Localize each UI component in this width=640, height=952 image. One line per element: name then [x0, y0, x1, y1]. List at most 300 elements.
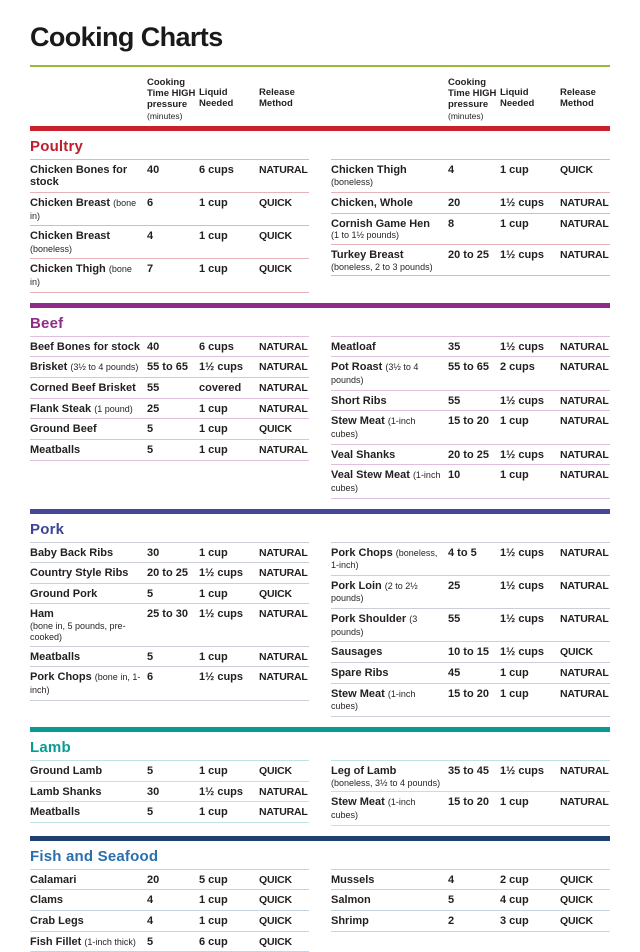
release-method: NATURAL: [560, 796, 609, 809]
liquid-needed: 1½ cups: [199, 567, 244, 580]
liquid-needed: 1 cup: [500, 415, 529, 428]
liquid-needed: 6 cup: [199, 935, 228, 948]
item-name: Veal Shanks: [331, 448, 396, 461]
liquid-needed: 1 cup: [500, 469, 529, 482]
table-row: [30, 419, 309, 440]
cook-time-minutes: 4: [448, 163, 455, 176]
table-row: [30, 399, 309, 420]
header-liquid-needed: Liquid Needed: [199, 87, 234, 110]
item-note: (1-inch cubes): [331, 797, 416, 820]
liquid-needed: 3 cup: [500, 914, 529, 927]
liquid-needed: 6 cups: [199, 163, 234, 176]
section-heading: Beef: [30, 314, 64, 332]
release-method: NATURAL: [560, 340, 609, 353]
release-method: QUICK: [259, 894, 292, 907]
item-name-cell: [331, 796, 448, 821]
table-row: [331, 642, 610, 663]
liquid-needed: 1 cup: [199, 914, 228, 927]
cook-time-minutes: 5: [147, 806, 154, 819]
section-heading: Poultry: [30, 137, 84, 155]
table-row: [30, 160, 309, 193]
cook-time-minutes: 5: [147, 650, 154, 663]
liquid-needed: 1 cup: [500, 687, 529, 700]
section-lamb: [30, 727, 610, 826]
item-name-cell: [30, 671, 147, 696]
table-row: [30, 911, 309, 932]
cook-time-minutes: 55 to 65: [147, 361, 188, 374]
item-note-secondline: (bone in, 5 pounds, pre-cooked): [30, 621, 126, 642]
release-method: QUICK: [560, 873, 593, 886]
cook-time-minutes: 30: [147, 546, 160, 559]
item-name: Ham: [30, 608, 54, 621]
item-name-cell: [331, 469, 448, 494]
table-row: [30, 563, 309, 584]
cook-time-minutes: 55 to 65: [448, 361, 489, 374]
cook-time-minutes: 10 to 15: [448, 646, 489, 659]
green-divider-rule: [30, 65, 610, 67]
liquid-needed: 1½ cups: [500, 248, 545, 261]
cook-time-minutes: 40: [147, 163, 160, 176]
cook-time-minutes: 40: [147, 340, 160, 353]
table-row: [30, 259, 309, 292]
item-name-cell: [30, 765, 147, 778]
liquid-needed: 1 cup: [199, 263, 228, 276]
item-note-secondline: (boneless, 2 to 3 pounds): [331, 261, 433, 272]
item-name: Meatballs: [30, 650, 81, 663]
section-heading: Fish and Seafood: [30, 847, 159, 865]
item-name: Cornish Game Hen: [331, 217, 431, 230]
table-row: [331, 609, 610, 642]
item-name: Ground Pork: [30, 587, 98, 600]
table-row: [331, 543, 610, 576]
cook-time-minutes: 5: [147, 764, 154, 777]
cook-time-minutes: 5: [147, 423, 154, 436]
item-name: Stew Meat: [331, 687, 385, 700]
release-method: QUICK: [259, 764, 292, 777]
item-name: Pork Chops: [30, 671, 92, 684]
item-name: Chicken Thigh: [331, 163, 407, 176]
item-note: (bone in): [30, 264, 132, 288]
item-name: Veal Stew Meat: [331, 469, 410, 482]
release-method: NATURAL: [560, 415, 609, 428]
table-row: [331, 160, 610, 193]
section-pork: [30, 509, 610, 717]
column-headers-left: [30, 77, 309, 121]
cook-time-minutes: 20 to 25: [147, 567, 188, 580]
release-method: NATURAL: [259, 382, 308, 395]
item-name-cell: [30, 874, 147, 887]
table-right: [331, 542, 610, 717]
item-name-cell: [30, 936, 147, 949]
item-name-cell: [331, 613, 448, 638]
cook-time-minutes: 7: [147, 263, 154, 276]
liquid-needed: 1½ cups: [500, 448, 545, 461]
cook-time-minutes: 20 to 25: [448, 248, 489, 261]
item-name: Country Style Ribs: [30, 567, 129, 580]
table-row: [30, 890, 309, 911]
cook-time-minutes: 2: [448, 914, 455, 927]
liquid-needed: 1 cup: [199, 650, 228, 663]
table-row: [30, 440, 309, 461]
section-tables: [30, 869, 610, 952]
item-name: Corned Beef Brisket: [30, 382, 136, 395]
release-method: QUICK: [560, 646, 593, 659]
liquid-needed: 2 cups: [500, 361, 535, 374]
liquid-needed: 1½ cups: [199, 785, 244, 798]
liquid-needed: 1½ cups: [500, 613, 545, 626]
section-poultry: [30, 126, 610, 293]
item-name: Calamari: [30, 873, 77, 886]
table-row: [30, 761, 309, 782]
header-minutes-unit: (minutes): [448, 110, 484, 121]
liquid-needed: 1½ cups: [500, 579, 545, 592]
item-name: Pork Loin: [331, 579, 382, 592]
table-row: [30, 782, 309, 803]
cook-time-minutes: 20: [448, 196, 461, 209]
cook-time-minutes: 25: [448, 579, 461, 592]
release-method: NATURAL: [259, 608, 308, 621]
cook-time-minutes: 25 to 30: [147, 608, 188, 621]
item-name-cell: [331, 915, 448, 928]
release-method: NATURAL: [560, 469, 609, 482]
liquid-needed: 1½ cups: [500, 394, 545, 407]
table-row: [30, 357, 309, 378]
table-row: [331, 245, 610, 276]
cook-time-minutes: 55: [448, 394, 461, 407]
item-name: Beef Bones for stock: [30, 340, 141, 353]
liquid-needed: 1½ cups: [500, 340, 545, 353]
item-name-cell: [331, 874, 448, 887]
item-name-cell: [331, 395, 448, 408]
cook-time-minutes: 35: [448, 340, 461, 353]
item-name-cell: [331, 688, 448, 713]
item-name: Leg of Lamb: [331, 764, 397, 777]
item-name: Ground Beef: [30, 423, 97, 436]
item-name-cell: [30, 382, 147, 395]
item-name-cell: [30, 915, 147, 928]
table-row: [331, 465, 610, 498]
cook-time-minutes: 25: [147, 402, 160, 415]
table-row: [30, 647, 309, 668]
item-note: (bone in, 1-inch): [30, 672, 141, 695]
table-row: [30, 337, 309, 358]
item-name-cell: [331, 197, 448, 210]
item-name-cell: [331, 667, 448, 680]
cook-time-minutes: 4: [448, 873, 455, 886]
item-name: Turkey Breast: [331, 248, 404, 261]
liquid-needed: 1 cup: [199, 230, 228, 243]
item-name-cell: [30, 806, 147, 819]
table-row: [30, 226, 309, 259]
item-name: Stew Meat: [331, 796, 385, 809]
item-name-cell: [331, 547, 448, 572]
header-release-method: Release Method: [259, 87, 295, 110]
item-name-cell: [30, 444, 147, 457]
cook-time-minutes: 5: [147, 935, 154, 948]
release-method: NATURAL: [560, 448, 609, 461]
item-name-cell: [30, 164, 147, 189]
item-name: Stew Meat: [331, 415, 385, 428]
release-method: NATURAL: [560, 579, 609, 592]
section-tables: [30, 336, 610, 499]
item-name-cell: [30, 588, 147, 601]
liquid-needed: 1 cup: [199, 443, 228, 456]
release-method: QUICK: [560, 894, 593, 907]
section-fish-and-seafood: [30, 836, 610, 952]
release-method: NATURAL: [259, 443, 308, 456]
item-name: Meatballs: [30, 443, 81, 456]
table-row: [331, 214, 610, 245]
release-method: NATURAL: [259, 785, 308, 798]
release-method: QUICK: [259, 230, 292, 243]
table-row: [331, 911, 610, 932]
item-name-cell: [331, 646, 448, 659]
liquid-needed: 6 cups: [199, 340, 234, 353]
release-method: NATURAL: [259, 650, 308, 663]
item-name-cell: [30, 423, 147, 436]
table-row: [30, 604, 309, 646]
release-method: QUICK: [560, 914, 593, 927]
item-name-cell: [30, 608, 147, 642]
header-minutes-unit: (minutes): [147, 110, 183, 121]
cook-time-minutes: 55: [147, 382, 160, 395]
table-row: [331, 193, 610, 214]
item-name-cell: [331, 580, 448, 605]
cook-time-minutes: 6: [147, 671, 154, 684]
table-left: [30, 760, 309, 823]
liquid-needed: 1½ cups: [500, 546, 545, 559]
item-name-cell: [331, 415, 448, 440]
cook-time-minutes: 4: [147, 894, 154, 907]
table-row: [30, 932, 309, 952]
item-name-cell: [30, 894, 147, 907]
liquid-needed: 1½ cups: [199, 361, 244, 374]
item-name-cell: [30, 567, 147, 580]
cook-time-minutes: 6: [147, 196, 154, 209]
liquid-needed: 2 cup: [500, 873, 529, 886]
liquid-needed: 1 cup: [199, 546, 228, 559]
item-name-cell: [331, 218, 448, 241]
table-row: [30, 193, 309, 226]
table-row: [331, 870, 610, 891]
item-note: (1-inch cubes): [331, 688, 416, 712]
table-row: [30, 667, 309, 700]
header-release-method: Release Method: [560, 87, 596, 110]
section-heading: Lamb: [30, 738, 71, 756]
item-name-cell: [30, 651, 147, 664]
item-name-cell: [30, 361, 147, 374]
item-note: (bone in): [30, 197, 137, 221]
cook-time-minutes: 55: [448, 613, 461, 626]
cook-time-minutes: 4 to 5: [448, 546, 477, 559]
liquid-needed: 1 cup: [500, 217, 529, 230]
liquid-needed: covered: [199, 382, 242, 395]
release-method: NATURAL: [560, 196, 609, 209]
item-name: Pork Shoulder: [331, 613, 407, 626]
item-name: Chicken Breast: [30, 196, 111, 209]
liquid-needed: 1 cup: [199, 806, 228, 819]
item-name-cell: [331, 164, 448, 189]
table-right: [331, 760, 610, 826]
release-method: NATURAL: [259, 340, 308, 353]
liquid-needed: 1½ cups: [500, 764, 545, 777]
page-title: Cooking Charts: [30, 22, 223, 52]
item-name: Shrimp: [331, 914, 369, 927]
item-note: (boneless, 1-inch): [331, 547, 438, 571]
release-method: NATURAL: [259, 671, 308, 684]
item-name-cell: [331, 449, 448, 462]
release-method: QUICK: [259, 263, 292, 276]
column-headers-right: [331, 77, 610, 121]
release-method: QUICK: [259, 935, 292, 948]
table-column-headers: [30, 77, 610, 121]
cook-time-minutes: 5: [448, 894, 455, 907]
cook-time-minutes: 30: [147, 785, 160, 798]
release-method: QUICK: [259, 873, 292, 886]
item-note: (1-inch cubes): [331, 470, 441, 493]
release-method: NATURAL: [259, 402, 308, 415]
release-method: NATURAL: [560, 394, 609, 407]
release-method: NATURAL: [560, 667, 609, 679]
item-name: Chicken Breast: [30, 230, 111, 243]
item-name-cell: [30, 341, 147, 354]
table-row: [331, 445, 610, 466]
liquid-needed: 1 cup: [500, 796, 529, 809]
item-name: Clams: [30, 894, 64, 907]
item-name: Spare Ribs: [331, 667, 389, 679]
table-row: [331, 792, 610, 825]
cook-time-minutes: 4: [147, 914, 154, 927]
item-name: Crab Legs: [30, 914, 84, 927]
table-left: [30, 336, 309, 461]
item-name-cell: [30, 786, 147, 799]
item-note: (3 pounds): [331, 614, 418, 637]
cook-time-minutes: 35 to 45: [448, 764, 489, 777]
section-tables: [30, 760, 610, 826]
cook-time-minutes: 8: [448, 217, 455, 230]
item-name: Mussels: [331, 873, 375, 886]
cook-time-minutes: 15 to 20: [448, 687, 489, 700]
table-row: [331, 576, 610, 609]
liquid-needed: 5 cup: [199, 873, 228, 886]
table-left: [30, 542, 309, 701]
item-name-cell: [331, 894, 448, 907]
release-method: NATURAL: [560, 764, 609, 777]
table-row: [331, 761, 610, 792]
cook-time-minutes: 15 to 20: [448, 415, 489, 428]
table-row: [30, 378, 309, 399]
item-name: Chicken Thigh: [30, 263, 106, 276]
table-right: [331, 336, 610, 499]
item-name-cell: [30, 547, 147, 560]
item-name-cell: [331, 341, 448, 354]
liquid-needed: 1 cup: [199, 423, 228, 436]
table-row: [30, 584, 309, 605]
cook-time-minutes: 45: [448, 667, 461, 679]
liquid-needed: 1 cup: [199, 196, 228, 209]
header-cooking-time: Cooking Time HIGH pressure (minutes): [448, 77, 500, 121]
header-cooking-time: Cooking Time HIGH pressure (minutes): [147, 77, 199, 121]
cook-time-minutes: 20: [147, 873, 160, 886]
header-liquid-needed: Liquid Needed: [500, 87, 535, 110]
table-row: [331, 890, 610, 911]
item-name: Sausages: [331, 646, 383, 659]
cook-time-minutes: 5: [147, 587, 154, 600]
item-name: Chicken Bones for stock: [30, 163, 128, 189]
liquid-needed: 1½ cups: [500, 646, 545, 659]
item-note: (boneless): [331, 177, 374, 188]
item-name: Short Ribs: [331, 394, 387, 407]
item-name: Chicken, Whole: [331, 196, 413, 209]
table-left: [30, 159, 309, 293]
release-method: NATURAL: [560, 687, 609, 700]
item-note-secondline: (boneless, 3½ to 4 pounds): [331, 777, 441, 788]
item-name-cell: [331, 249, 448, 272]
table-row: [331, 663, 610, 684]
item-name-cell: [30, 230, 147, 255]
table-row: [331, 684, 610, 717]
release-method: NATURAL: [560, 546, 609, 559]
item-name: Brisket: [30, 361, 68, 374]
release-method: NATURAL: [259, 567, 308, 580]
item-note: (boneless): [30, 243, 73, 254]
release-method: QUICK: [560, 163, 593, 176]
item-name: Ground Lamb: [30, 764, 103, 777]
release-method: QUICK: [259, 587, 292, 600]
table-row: [331, 411, 610, 444]
section-tables: [30, 542, 610, 717]
table-left: [30, 869, 309, 952]
liquid-needed: 1 cup: [500, 667, 529, 679]
item-name: Meatloaf: [331, 340, 376, 353]
item-name: Flank Steak: [30, 402, 92, 415]
item-note-secondline: (1 to 1½ pounds): [331, 230, 400, 241]
item-name: Fish Fillet: [30, 935, 82, 948]
item-note: (1-inch cubes): [331, 416, 416, 439]
liquid-needed: 1½ cups: [199, 608, 244, 621]
item-note: (3½ to 4 pounds): [331, 362, 419, 386]
table-right: [331, 159, 610, 277]
release-method: NATURAL: [560, 613, 609, 626]
item-name: Lamb Shanks: [30, 785, 102, 798]
liquid-needed: 1½ cups: [500, 196, 545, 209]
item-name: Pork Chops: [331, 546, 393, 559]
chart-sections: [30, 126, 610, 952]
release-method: QUICK: [259, 196, 292, 209]
table-row: [30, 543, 309, 564]
item-note: (3½ to 4 pounds): [70, 362, 139, 373]
item-name-cell: [331, 361, 448, 386]
release-method: NATURAL: [259, 806, 308, 819]
release-method: QUICK: [259, 914, 292, 927]
table-right: [331, 869, 610, 932]
item-name: Baby Back Ribs: [30, 546, 114, 559]
item-name-cell: [30, 197, 147, 222]
section-beef: [30, 303, 610, 499]
release-method: NATURAL: [259, 546, 308, 559]
item-name: Salmon: [331, 894, 371, 907]
liquid-needed: 1 cup: [199, 587, 228, 600]
item-name-cell: [331, 765, 448, 788]
cook-time-minutes: 10: [448, 469, 461, 482]
table-row: [30, 802, 309, 823]
cook-time-minutes: 15 to 20: [448, 796, 489, 809]
liquid-needed: 1 cup: [500, 163, 529, 176]
liquid-needed: 1 cup: [199, 764, 228, 777]
table-row: [331, 357, 610, 390]
item-name: Meatballs: [30, 806, 81, 819]
release-method: QUICK: [259, 423, 292, 436]
